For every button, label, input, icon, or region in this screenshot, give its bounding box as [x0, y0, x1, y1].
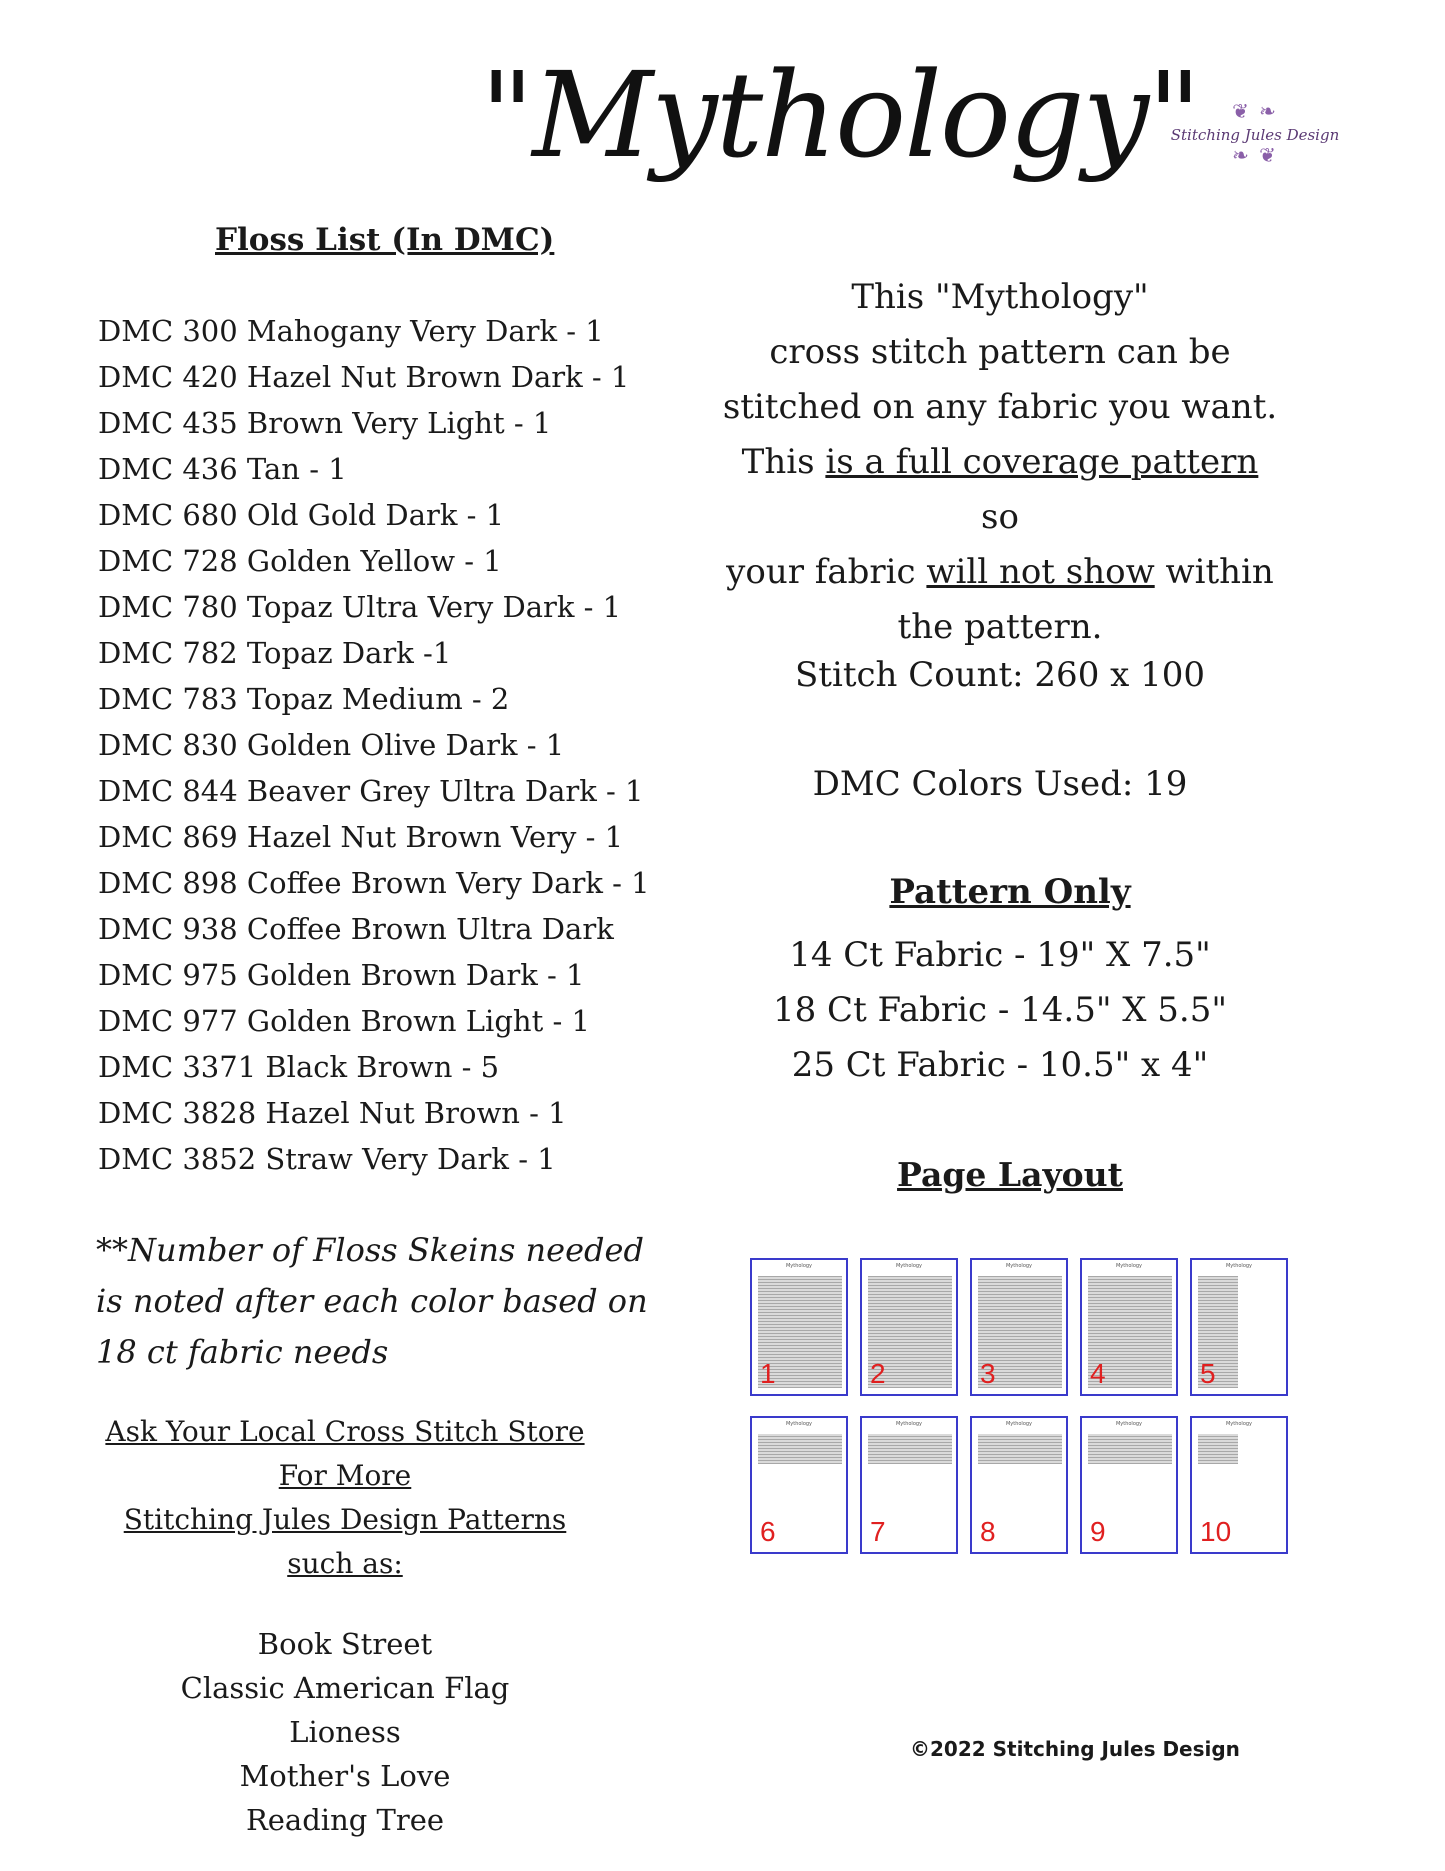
floss-item: DMC 977 Golden Brown Light - 1 — [98, 1004, 590, 1038]
floss-item: DMC 898 Coffee Brown Very Dark - 1 — [98, 866, 650, 900]
page-thumbnail: Mythology 3 — [970, 1258, 1068, 1396]
floss-item: DMC 869 Hazel Nut Brown Very - 1 — [98, 820, 624, 854]
floss-item: DMC 300 Mahogany Very Dark - 1 — [98, 314, 604, 348]
fabric-not-show-emphasis: will not show — [926, 552, 1155, 592]
floss-item: DMC 3371 Black Brown - 5 — [98, 1050, 500, 1084]
pattern-description — [720, 270, 1280, 655]
page-number: 3 — [980, 1358, 996, 1389]
floss-item: DMC 680 Old Gold Dark - 1 — [98, 498, 505, 532]
page-thumbnail: Mythology 9 — [1080, 1416, 1178, 1554]
page-layout-grid — [750, 1258, 1290, 1558]
page-thumbnail: Mythology 8 — [970, 1416, 1068, 1554]
description-line: This "Mythology" — [851, 277, 1149, 317]
copyright: ©2022 Stitching Jules Design — [910, 1737, 1240, 1761]
page-number: 8 — [980, 1516, 996, 1547]
description-line: your fabric will not show within — [726, 552, 1274, 592]
full-coverage-emphasis: is a full coverage pattern — [825, 442, 1259, 482]
page-number: 5 — [1200, 1358, 1216, 1389]
store-note — [90, 1410, 600, 1586]
pattern-only-heading: Pattern Only — [889, 872, 1131, 912]
description-line: cross stitch pattern can be — [769, 332, 1231, 372]
page-number: 9 — [1090, 1516, 1106, 1547]
page-number: 4 — [1090, 1358, 1106, 1389]
description-line: the pattern. — [897, 607, 1103, 647]
page-thumbnail: Mythology 4 — [1080, 1258, 1178, 1396]
floss-item: DMC 780 Topaz Ultra Very Dark - 1 — [98, 590, 622, 624]
page-number: 7 — [870, 1516, 886, 1547]
floss-item: DMC 938 Coffee Brown Ultra Dark — [98, 912, 614, 946]
floss-item: DMC 3828 Hazel Nut Brown - 1 — [98, 1096, 567, 1130]
description-line: stitched on any fabric you want. — [722, 387, 1278, 427]
page-thumbnail: Mythology 5 — [1190, 1258, 1288, 1396]
floss-list-heading: Floss List (In DMC) — [215, 222, 555, 258]
pattern-name: Mother's Love — [239, 1759, 451, 1793]
floss-item: DMC 436 Tan - 1 — [98, 452, 347, 486]
floss-list — [98, 308, 650, 1182]
page-number: 10 — [1200, 1516, 1232, 1547]
pattern-name: Reading Tree — [245, 1803, 445, 1837]
brand-logo — [1170, 100, 1340, 190]
page-title: "Mythology" — [480, 46, 1200, 184]
floss-item: DMC 435 Brown Very Light - 1 — [98, 406, 552, 440]
store-note-line: Stitching Jules Design Patterns such as: — [123, 1503, 567, 1580]
skein-note: **Number of Floss Skeins needed is noted after each color based on 18 ct fabric needs — [96, 1231, 648, 1371]
floss-item: DMC 3852 Straw Very Dark - 1 — [98, 1142, 556, 1176]
page-thumbnail: Mythology 6 — [750, 1416, 848, 1554]
pattern-name: Lioness — [289, 1715, 401, 1749]
floss-item: DMC 830 Golden Olive Dark - 1 — [98, 728, 565, 762]
fabric-size: 18 Ct Fabric - 14.5" X 5.5" — [772, 990, 1228, 1030]
floss-item: DMC 783 Topaz Medium - 2 — [98, 682, 510, 716]
fabric-size: 14 Ct Fabric - 19" X 7.5" — [789, 935, 1211, 975]
page-thumbnail: Mythology 2 — [860, 1258, 958, 1396]
floss-item: DMC 975 Golden Brown Dark - 1 — [98, 958, 585, 992]
floss-item: DMC 782 Topaz Dark -1 — [98, 636, 452, 670]
page-thumbnail: Mythology 1 — [750, 1258, 848, 1396]
page-layout-heading: Page Layout — [897, 1155, 1123, 1194]
floss-item: DMC 420 Hazel Nut Brown Dark - 1 — [98, 360, 630, 394]
floss-item: DMC 728 Golden Yellow - 1 — [98, 544, 502, 578]
pattern-name: Classic American Flag — [180, 1671, 510, 1705]
page-number: 2 — [870, 1358, 886, 1389]
store-note-line: Ask Your Local Cross Stitch Store For More — [105, 1415, 585, 1492]
page-thumbnail: Mythology 7 — [860, 1416, 958, 1554]
fabric-size: 25 Ct Fabric - 10.5" x 4" — [791, 1045, 1209, 1085]
floss-item: DMC 844 Beaver Grey Ultra Dark - 1 — [98, 774, 644, 808]
colors-used: DMC Colors Used: 19 — [812, 764, 1188, 804]
stitch-count: Stitch Count: 260 x 100 — [794, 655, 1206, 695]
swirl-ornament-icon: ❦ ❧ — [1232, 99, 1278, 123]
page-number: 6 — [760, 1516, 776, 1547]
logo-name: Stitching Jules Design — [1170, 126, 1340, 144]
other-patterns-list — [90, 1622, 600, 1842]
swirl-ornament-icon: ❧ ❦ — [1232, 143, 1278, 167]
pattern-name: Book Street — [257, 1627, 433, 1661]
fabric-size-list — [720, 928, 1280, 1093]
page-thumbnail: Mythology 10 — [1190, 1416, 1288, 1554]
description-line: This is a full coverage pattern so — [741, 442, 1259, 537]
page-number: 1 — [760, 1358, 776, 1389]
